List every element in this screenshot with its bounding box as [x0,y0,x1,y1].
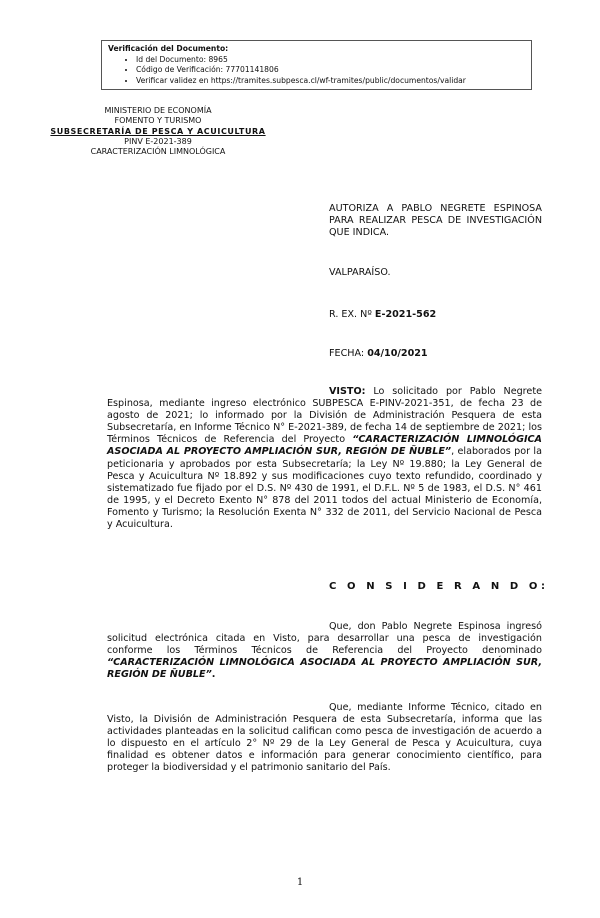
considerando-1-end: . [211,669,216,681]
date-label: FECHA: [329,348,365,359]
place-line: VALPARAÍSO. [329,267,391,278]
visto-text-2: , elaborados por la peticionaria y aprobados por esta Subsecretaría; la Ley Nº 19.880; la Ley General de Pesca y Acuicultura Nº 18.892 y sus modificaciones cuyo texto refundido, coordinado y sistematizado fue fijado por el D.S. Nº 430 de 1991, el D.F.L. Nº 5 de 1983, el D.S. N° 461 de 1995, y el Decreto Exento N° 878 del 2011 todos del actual Ministerio de Economía, Fomento y Turismo; la Resolución Exenta N° 332 de 2011, del Servicio Nacional de Pesca y Acuicultura. [107,446,542,531]
page-number: 1 [296,877,304,888]
considerando-1-project-title: “CARACTERIZACIÓN LIMNOLÓGICA ASOCIADA AL PROYECTO AMPLIACIÓN SUR, REGIÓN DE ÑUBLE” [107,657,542,681]
resolution-number: E-2021-562 [374,309,437,320]
pinv-reference: PINV E-2021-389 [124,136,192,146]
topic-reference: CARACTERIZACIÓN LIMNOLÓGICA [90,147,226,157]
verification-code: • Código de Verificación: 77701141806 [136,65,525,76]
ministry-subtitle: FOMENTO Y TURISMO [114,116,202,126]
verification-title: Verificación del Documento: [108,44,229,53]
visto-text-1: Lo solicitado por Pablo Negrete Espinosa, mediante ingreso electrónico SUBPESCA E-PINV-2021-351, de fecha 23 de agosto de 2021; lo informado por la División de Administración Pesquera de esta Subsecretaría, en Informe Técnico N° E-2021-389, de fecha 14 de septiembre de 2021; los Términos Técnicos de Referencia del Proyecto [107,386,542,446]
subsecretaria-name: SUBSECRETARÍA DE PESCA Y ACUICULTURA [50,126,266,136]
visto-project-title: “CARACTERIZACIÓN LIMNOLÓGICA ASOCIADA AL PROYECTO AMPLIACIÓN SUR, REGIÓN DE ÑUBLE” [107,434,542,458]
considerando-1-text: Que, don Pablo Negrete Espinosa ingresó solicitud electrónica citada en Visto, para desarrollar una pesca de investigación conforme los Términos Técnicos de Referencia del Proyecto denominado [107,621,542,657]
considerando-heading: C O N S I D E R A N D O: [329,581,549,592]
ministry-header [26,106,290,157]
verification-doc-id: • Id del Documento: 8965 [136,55,525,66]
visto-paragraph [107,386,542,531]
date-line [329,348,428,359]
date-value: 04/10/2021 [367,348,428,359]
resolution-number-label: R. EX. Nº [329,309,372,320]
considerando-paragraph-1 [107,621,542,681]
considerando-paragraph-2: Que, mediante Informe Técnico, citado en Visto, la División de Administración Pesquera de esta Subsecretaría, informa que las actividades planteadas en la solicitud califican como pesca de investigación de acuerdo a lo dispuesto en el artículo 2° Nº 29 de la Ley General de Pesca y Acuicultura, cuya finalidad es obtener datos e información para generar conocimiento científico, para proteger la biodiversidad y el patrimonio sanitario del País. [107,702,542,774]
verification-list [108,55,525,87]
verification-box [101,40,532,90]
visto-label: VISTO: [329,386,366,397]
verification-url[interactable]: • Verificar validez en https://tramites.subpesca.cl/wf-tramites/public/documentos/validar [136,76,525,87]
resolution-number-line [329,309,436,320]
ministry-name: MINISTERIO DE ECONOMÍA [104,106,212,115]
resolution-summary: AUTORIZA A PABLO NEGRETE ESPINOSA PARA REALIZAR PESCA DE INVESTIGACIÓN QUE INDICA. [329,203,542,238]
